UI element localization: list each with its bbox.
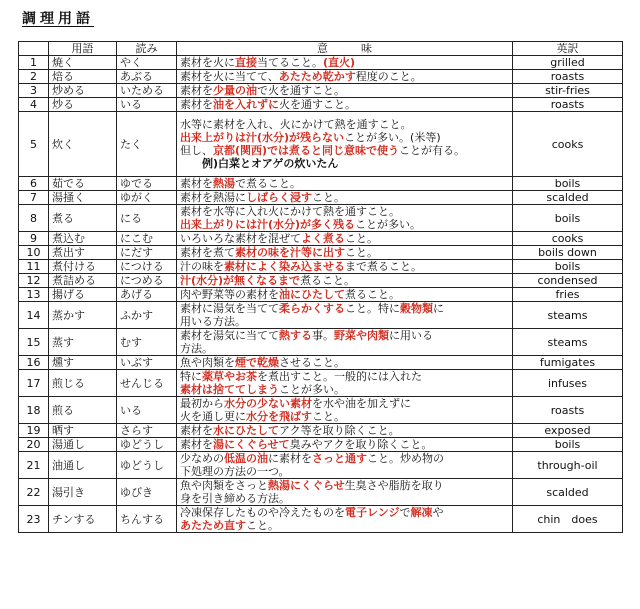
meaning-line xyxy=(180,232,509,245)
table-row xyxy=(19,370,623,397)
meaning-text: 最初から xyxy=(180,397,224,410)
meaning-text: 素材を火に xyxy=(180,56,235,69)
meaning-cell xyxy=(177,112,513,177)
reading-cell: ゆでる xyxy=(117,177,177,191)
meaning-line xyxy=(180,452,509,465)
meaning-cell xyxy=(177,84,513,98)
meaning-text: に xyxy=(433,302,444,315)
row-number: 6 xyxy=(19,177,49,191)
meaning-text: 素材を xyxy=(180,438,213,451)
meaning-text: を水や油を加えずに xyxy=(312,397,411,410)
row-number: 20 xyxy=(19,438,49,452)
reading-cell: せんじる xyxy=(117,370,177,397)
highlight-text: 京都(関西)では煮ると同じ意味で使う xyxy=(213,144,400,157)
highlight-text: あたため乾かす xyxy=(278,70,356,83)
meaning-line xyxy=(180,342,509,355)
reading-cell: ゆどうし xyxy=(117,438,177,452)
row-number: 5 xyxy=(19,112,49,177)
meaning-text: 魚や肉類をさっと xyxy=(180,479,268,492)
row-number: 2 xyxy=(19,70,49,84)
meaning-line xyxy=(180,191,509,204)
meaning-text: 特に xyxy=(180,370,202,383)
meaning-line xyxy=(180,397,509,410)
meaning-cell xyxy=(177,302,513,329)
reading-cell: にる xyxy=(117,205,177,232)
english-cell: cooks xyxy=(513,112,623,177)
reading-cell: いる xyxy=(117,397,177,424)
meaning-cell xyxy=(177,452,513,479)
meaning-line xyxy=(180,205,509,218)
table-row xyxy=(19,452,623,479)
header-no xyxy=(19,42,49,56)
highlight-text: さっと通す xyxy=(312,452,367,465)
table-row xyxy=(19,302,623,329)
header-meaning: 意 味 xyxy=(177,42,513,56)
meaning-text: こと。 xyxy=(246,519,279,532)
meaning-line xyxy=(180,246,509,259)
english-cell: infuses xyxy=(513,370,623,397)
reading-cell: やく xyxy=(117,56,177,70)
meaning-line xyxy=(180,356,509,369)
english-cell: cooks xyxy=(513,232,623,246)
highlight-text: 薬草やお茶 xyxy=(202,370,257,383)
highlight-text: 素材の味を汁等に出す xyxy=(235,246,345,259)
table-row xyxy=(19,288,623,302)
term-cell: 炊く xyxy=(49,112,117,177)
english-cell: boils xyxy=(513,205,623,232)
english-cell: steams xyxy=(513,329,623,356)
page-title: 調理用語 xyxy=(22,11,94,27)
meaning-text: 当てること。 xyxy=(257,56,323,69)
meaning-line xyxy=(180,370,509,383)
meaning-text: こと。炒め物の xyxy=(367,452,444,465)
meaning-line xyxy=(180,144,509,157)
english-cell: boils xyxy=(513,260,623,274)
highlight-text: 電子レンジ xyxy=(345,506,400,519)
meaning-cell xyxy=(177,506,513,533)
meaning-cell xyxy=(177,98,513,112)
meaning-line xyxy=(180,506,509,519)
table-row xyxy=(19,274,623,288)
meaning-line xyxy=(180,438,509,451)
highlight-text: 解凍 xyxy=(410,506,433,519)
highlight-text: しばらく浸す xyxy=(246,191,312,204)
table-row xyxy=(19,70,623,84)
meaning-text: させること。 xyxy=(279,356,345,369)
reading-cell: ふかす xyxy=(117,302,177,329)
meaning-cell xyxy=(177,288,513,302)
meaning-text: 用いる方法。 xyxy=(180,315,246,328)
header-english: 英訳 xyxy=(513,42,623,56)
meaning-line xyxy=(180,465,509,478)
table-row xyxy=(19,246,623,260)
english-cell: exposed xyxy=(513,424,623,438)
meaning-text: 素材を水等に入れ火にかけて熱を通すこと。 xyxy=(180,205,400,218)
meaning-cell xyxy=(177,424,513,438)
highlight-text: 油にひたして xyxy=(279,288,345,301)
table-row xyxy=(19,177,623,191)
meaning-line xyxy=(180,218,509,231)
term-cell: 煮出す xyxy=(49,246,117,260)
english-cell: fries xyxy=(513,288,623,302)
reading-cell: ゆがく xyxy=(117,191,177,205)
highlight-text: よく煮る xyxy=(301,232,345,245)
meaning-text: 臭みやアクを取り除くこと。 xyxy=(289,438,433,451)
row-number: 15 xyxy=(19,329,49,356)
english-cell: chin does xyxy=(513,506,623,533)
meaning-text: 素材を煮て xyxy=(180,246,235,259)
reading-cell: さらす xyxy=(117,424,177,438)
meaning-text: 水等に素材を入れ、火にかけて熱を通すこと。 xyxy=(180,118,412,131)
meaning-text: 素材を湯気に当てて xyxy=(180,329,279,342)
meaning-line xyxy=(180,315,509,328)
reading-cell: につける xyxy=(117,260,177,274)
meaning-cell xyxy=(177,356,513,370)
term-cell: 炒る xyxy=(49,98,117,112)
highlight-text: 湯にくぐらせて xyxy=(213,438,290,451)
row-number: 23 xyxy=(19,506,49,533)
table-row xyxy=(19,205,623,232)
meaning-text: 火を通し更に xyxy=(180,410,246,423)
meaning-line xyxy=(180,329,509,342)
highlight-text: 野菜や肉類 xyxy=(334,329,389,342)
reading-cell: につめる xyxy=(117,274,177,288)
reading-cell: あぶる xyxy=(117,70,177,84)
meaning-text: 煮ること。 xyxy=(345,288,400,301)
meaning-text: 事。 xyxy=(312,329,334,342)
english-cell: fumigates xyxy=(513,356,623,370)
english-cell: boils down xyxy=(513,246,623,260)
reading-cell: あげる xyxy=(117,288,177,302)
english-cell: through-oil xyxy=(513,452,623,479)
english-cell: roasts xyxy=(513,70,623,84)
meaning-text: 生臭さや脂肪を取り xyxy=(344,479,444,492)
highlight-text: 素材は捨ててしまう xyxy=(180,383,279,396)
highlight-text: 煙で乾燥 xyxy=(235,356,279,369)
table-row xyxy=(19,112,623,177)
meaning-text: ことが多い。(米等) xyxy=(344,131,441,144)
meaning-text: 下処理の方法の一つ。 xyxy=(180,465,290,478)
table-row xyxy=(19,397,623,424)
meaning-text: こと。特に xyxy=(345,302,400,315)
term-cell: 煮る xyxy=(49,205,117,232)
meaning-line xyxy=(180,98,509,111)
meaning-cell xyxy=(177,438,513,452)
highlight-text: 出来上がりには汁(水分)が多く残る xyxy=(180,218,356,231)
meaning-line xyxy=(180,302,509,315)
highlight-text: 素材によく染み込ませる xyxy=(224,260,345,273)
meaning-text: を煮出すこと。一般的には入れた xyxy=(257,370,422,383)
row-number: 11 xyxy=(19,260,49,274)
english-cell: condensed xyxy=(513,274,623,288)
meaning-line xyxy=(180,274,509,287)
reading-cell: にこむ xyxy=(117,232,177,246)
term-cell: 油通し xyxy=(49,452,117,479)
meaning-text: 火を通すこと。 xyxy=(279,98,356,111)
table-row xyxy=(19,232,623,246)
meaning-line xyxy=(180,70,509,83)
meaning-text: 魚や肉類を xyxy=(180,356,235,369)
highlight-text: 水分を飛ばす xyxy=(246,410,312,423)
english-cell: scalded xyxy=(513,479,623,506)
reading-cell: いためる xyxy=(117,84,177,98)
meaning-text: に素材を xyxy=(268,452,312,465)
meaning-cell xyxy=(177,260,513,274)
meaning-text: で煮ること。 xyxy=(235,177,301,190)
english-cell: boils xyxy=(513,438,623,452)
meaning-text: 身を引き締める方法。 xyxy=(180,492,290,505)
term-cell: 煮詰める xyxy=(49,274,117,288)
english-cell: roasts xyxy=(513,98,623,112)
reading-cell: ゆびき xyxy=(117,479,177,506)
meaning-text: こと。 xyxy=(345,232,378,245)
term-cell: 煎じる xyxy=(49,370,117,397)
meaning-text: 素材を熱湯に xyxy=(180,191,246,204)
row-number: 17 xyxy=(19,370,49,397)
table-row xyxy=(19,438,623,452)
meaning-line xyxy=(180,410,509,423)
term-cell: 湯掻く xyxy=(49,191,117,205)
highlight-text: 熱する xyxy=(279,329,312,342)
table-row xyxy=(19,356,623,370)
meaning-line xyxy=(180,383,509,396)
term-cell: 焙る xyxy=(49,70,117,84)
meaning-line xyxy=(180,177,509,190)
row-number: 10 xyxy=(19,246,49,260)
meaning-line xyxy=(180,118,509,131)
english-cell: stir-fries xyxy=(513,84,623,98)
meaning-text: 但し、 xyxy=(180,144,213,157)
highlight-text: 水分の少ない素材 xyxy=(224,397,312,410)
row-number: 9 xyxy=(19,232,49,246)
row-number: 4 xyxy=(19,98,49,112)
term-cell: 焼く xyxy=(49,56,117,70)
meaning-text: 例)白菜とオアゲの炊いたん xyxy=(180,157,339,170)
table-row xyxy=(19,329,623,356)
table-row xyxy=(19,506,623,533)
highlight-text: 柔らかくする xyxy=(279,302,345,315)
meaning-text: こと。 xyxy=(312,191,345,204)
reading-cell: たく xyxy=(117,112,177,177)
term-cell: チンする xyxy=(49,506,117,533)
meaning-text: 煮ること。 xyxy=(300,274,356,287)
header-term: 用語 xyxy=(49,42,117,56)
meaning-text: ことが多い。 xyxy=(355,218,422,231)
meaning-text: こと。 xyxy=(345,246,378,259)
table-row xyxy=(19,56,623,70)
meaning-text: 素材を火に当てて、 xyxy=(180,70,279,83)
meaning-text: で火を通すこと。 xyxy=(257,84,345,97)
meaning-line xyxy=(180,519,509,532)
meaning-text: 素材を xyxy=(180,84,213,97)
table-row xyxy=(19,191,623,205)
term-cell: 煮付ける xyxy=(49,260,117,274)
reading-cell: いる xyxy=(117,98,177,112)
term-cell: 煎る xyxy=(49,397,117,424)
highlight-text: 直接 xyxy=(235,56,257,69)
cooking-terms-table xyxy=(18,41,623,533)
term-cell: 揚げる xyxy=(49,288,117,302)
table-row xyxy=(19,479,623,506)
meaning-text: 素材を xyxy=(180,177,213,190)
meaning-cell xyxy=(177,246,513,260)
header-reading: 読み xyxy=(117,42,177,56)
term-cell: 煮込む xyxy=(49,232,117,246)
highlight-text: 熱湯にくぐらせ xyxy=(268,479,345,492)
meaning-text: まで煮ること。 xyxy=(345,260,422,273)
english-cell: boils xyxy=(513,177,623,191)
table-header-row xyxy=(19,42,623,56)
highlight-text: 熱湯 xyxy=(213,177,235,190)
term-cell: 晒す xyxy=(49,424,117,438)
meaning-cell xyxy=(177,70,513,84)
meaning-text: こと。 xyxy=(312,410,345,423)
term-cell: 蒸かす xyxy=(49,302,117,329)
meaning-text: アク等を取り除くこと。 xyxy=(279,424,400,437)
highlight-text: 汁(水分)が無くなるまで xyxy=(180,274,301,287)
row-number: 1 xyxy=(19,56,49,70)
row-number: 7 xyxy=(19,191,49,205)
meaning-cell xyxy=(177,397,513,424)
meaning-text: 素材を xyxy=(180,424,213,437)
meaning-text: や xyxy=(432,506,444,519)
meaning-cell xyxy=(177,479,513,506)
term-cell: 湯通し xyxy=(49,438,117,452)
meaning-cell xyxy=(177,191,513,205)
highlight-text: 油を入れずに xyxy=(213,98,279,111)
meaning-cell xyxy=(177,205,513,232)
highlight-text: 低温の油 xyxy=(224,452,268,465)
row-number: 3 xyxy=(19,84,49,98)
reading-cell: ゆどうし xyxy=(117,452,177,479)
meaning-line xyxy=(180,56,509,69)
highlight-text: あたため直す xyxy=(180,519,246,532)
english-cell: scalded xyxy=(513,191,623,205)
term-cell: 炒める xyxy=(49,84,117,98)
row-number: 8 xyxy=(19,205,49,232)
english-cell: steams xyxy=(513,302,623,329)
meaning-line xyxy=(180,84,509,97)
term-cell: 湯引き xyxy=(49,479,117,506)
table-row xyxy=(19,424,623,438)
highlight-text: (直火) xyxy=(323,56,356,69)
meaning-text: ことが有る。 xyxy=(399,144,466,157)
english-cell: roasts xyxy=(513,397,623,424)
meaning-cell xyxy=(177,232,513,246)
highlight-text: 穀物類 xyxy=(400,302,433,315)
meaning-cell xyxy=(177,274,513,288)
english-cell: grilled xyxy=(513,56,623,70)
row-number: 16 xyxy=(19,356,49,370)
table-row xyxy=(19,84,623,98)
meaning-cell xyxy=(177,329,513,356)
meaning-text: で xyxy=(399,506,411,519)
table-row xyxy=(19,260,623,274)
meaning-line xyxy=(180,479,509,492)
term-cell: 燻す xyxy=(49,356,117,370)
meaning-cell xyxy=(177,370,513,397)
reading-cell: ちんする xyxy=(117,506,177,533)
highlight-text: 出来上がりは汁(水分)が残らない xyxy=(180,131,345,144)
meaning-line xyxy=(180,260,509,273)
meaning-text: 方法。 xyxy=(180,342,213,355)
term-cell: 蒸す xyxy=(49,329,117,356)
meaning-cell xyxy=(177,177,513,191)
reading-cell: むす xyxy=(117,329,177,356)
row-number: 14 xyxy=(19,302,49,329)
row-number: 18 xyxy=(19,397,49,424)
meaning-text: 素材に湯気を当てて xyxy=(180,302,279,315)
reading-cell: にだす xyxy=(117,246,177,260)
table-row xyxy=(19,98,623,112)
reading-cell: いぶす xyxy=(117,356,177,370)
meaning-text: いろいろな素材を混ぜて xyxy=(180,232,301,245)
meaning-text: 汁の味を xyxy=(180,260,224,273)
row-number: 22 xyxy=(19,479,49,506)
meaning-line xyxy=(180,157,509,170)
meaning-text: 冷凍保存したものや冷えたものを xyxy=(180,506,345,519)
meaning-line xyxy=(180,131,509,144)
meaning-text: ことが多い。 xyxy=(279,383,345,396)
meaning-line xyxy=(180,492,509,505)
highlight-text: 水にひたして xyxy=(213,424,279,437)
highlight-text: 少量の油 xyxy=(213,84,257,97)
meaning-line xyxy=(180,424,509,437)
row-number: 13 xyxy=(19,288,49,302)
meaning-text: 肉や野菜等の素材を xyxy=(180,288,279,301)
meaning-cell xyxy=(177,56,513,70)
row-number: 12 xyxy=(19,274,49,288)
meaning-text: 少なめの xyxy=(180,452,224,465)
meaning-text: に用いる xyxy=(389,329,433,342)
meaning-line xyxy=(180,288,509,301)
meaning-text: 程度のこと。 xyxy=(355,70,422,83)
row-number: 21 xyxy=(19,452,49,479)
row-number: 19 xyxy=(19,424,49,438)
term-cell: 茹でる xyxy=(49,177,117,191)
meaning-text: 素材を xyxy=(180,98,213,111)
